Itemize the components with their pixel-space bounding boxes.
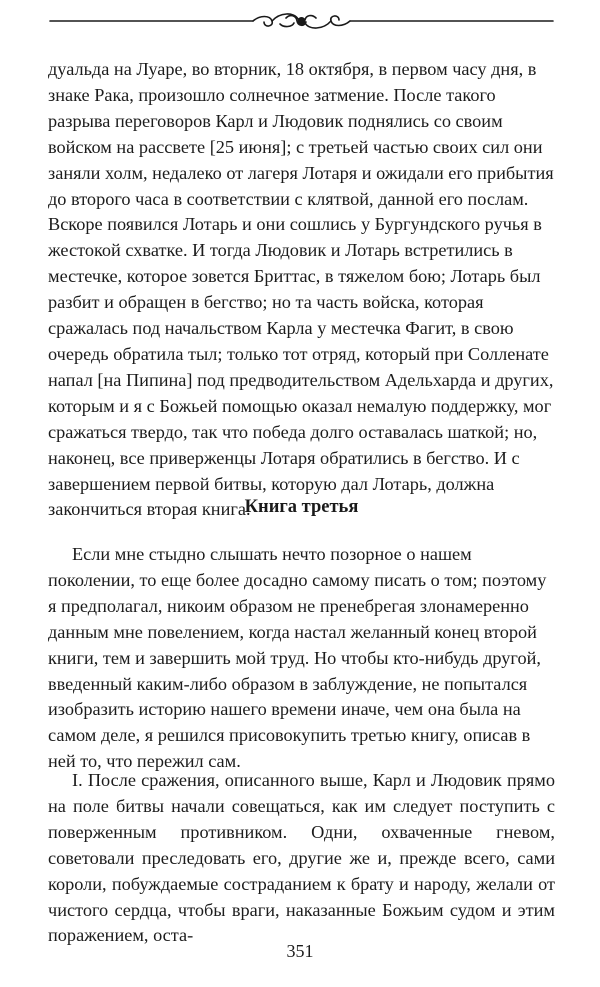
paragraph-intro: Если мне стыдно слышать нечто позорное о нашем поколении, то еще более досадно самому писать о том; поэтому я предполагал, никоим образом не пренебрегая злонамеренно данным мне повелением, когда настал желанный конец второй книги, тем и завершить мой труд. Но чтобы кто-нибудь другой, введенный каким-либо образом в заблуждение, не попытался изобразить историю нашего времени иначе, чем она была на самом деле, я решился присовокупить третью книгу, описав в ней то, что пережил сам. — [48, 544, 547, 772]
top-text-block — [48, 57, 555, 523]
chapter-text-block — [48, 768, 555, 949]
intro-text-block — [48, 542, 555, 775]
scroll-ornament-icon — [48, 10, 555, 32]
paragraph-continuation: дуальда на Луаре, во вторник, 18 октября, в первом часу дня, в знаке Рака, произошло солнечное затмение. После такого разрыва переговоров Карл и Людовик поднялись со своим войском на рассвете [25 июня]; с третьей частью своих сил они заняли холм, недалеко от лагеря Лотаря и ожидали его прибытия до второго часа в соответствии с клятвой, данной его послам. Вскоре появился Лотарь и они сошлись у Бургундского ручья в жестокой схватке. И тогда Людовик и Лотарь встретились в местечке, которое зовется Бриттас, в тяжелом бою; Лотарь был разбит и обращен в бегство; но та часть войска, которая сражалась под начальством Карла у местечка Фагит, в свою очередь обратила тыл; только тот отряд, который при Солленате напал [на Пипина] под предводительством Адельхарда и других, которым и я с Божьей помощью оказал немалую поддержку, мог сражаться твердо, так что победа долго оставалась шаткой; но, наконец, все приверженцы Лотаря обратились в бегство. И с завершением первой битвы, которую дал Лотарь, должна закончиться вторая книга. — [48, 59, 554, 520]
header-ornament — [48, 10, 555, 32]
book-heading: Книга третья — [244, 497, 359, 517]
page-number: 351 — [286, 941, 314, 961]
paragraph-chapter-one: I. После сражения, описанного выше, Карл и Людовик прямо на поле битвы начали совещаться, как им следует поступить с поверженным противником. Одни, охваченные гневом, советовали преследовать его, другие же и, прежде всего, сами короли, побуждаемые состраданием к брату и народу, желали от чистого сердца, чтобы враги, наказанные Божьим судом и этим поражением, оста- — [48, 770, 555, 946]
